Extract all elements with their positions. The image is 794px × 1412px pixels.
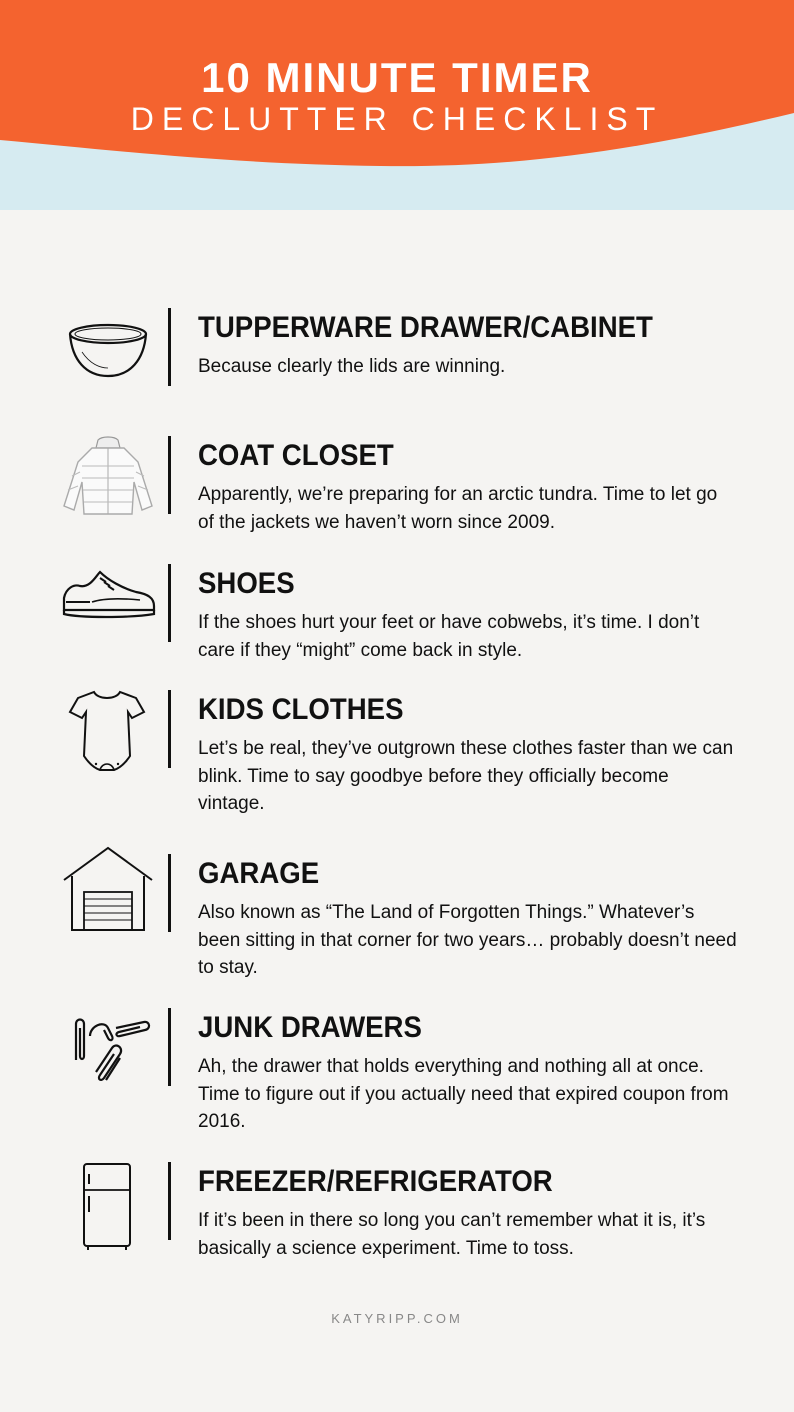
divider-bar bbox=[168, 436, 171, 514]
divider-bar bbox=[168, 1008, 171, 1086]
garage-icon bbox=[60, 842, 156, 938]
item-title: SHOES bbox=[198, 567, 295, 600]
item-title: FREEZER/REFRIGERATOR bbox=[198, 1165, 553, 1198]
item-description: Because clearly the lids are winning. bbox=[198, 356, 506, 377]
page-title: 10 MINUTE TIMER bbox=[201, 54, 593, 101]
item-title: JUNK DRAWERS bbox=[198, 1011, 422, 1044]
item-description: Ah, the drawer that holds everything and nothing all at once. Time to figure out if you actually need that expired coupon from 2016. bbox=[198, 1056, 729, 1132]
item-title: TUPPERWARE DRAWER/CABINET bbox=[198, 311, 653, 344]
puffer-jacket-icon bbox=[60, 432, 156, 528]
item-title: COAT CLOSET bbox=[198, 439, 394, 472]
refrigerator-icon bbox=[60, 1162, 156, 1258]
item-title: GARAGE bbox=[198, 857, 320, 890]
item-description: Let’s be real, they’ve outgrown these clothes faster than we can blink. Time to say goodbye before they officially become vintage. bbox=[198, 738, 734, 814]
divider-bar bbox=[168, 564, 171, 642]
page-subtitle: DECLUTTER CHECKLIST bbox=[130, 101, 664, 137]
sneaker-icon bbox=[60, 558, 156, 654]
footer-website: KATYRIPP.COM bbox=[331, 1311, 463, 1326]
divider-bar bbox=[168, 1162, 171, 1240]
divider-bar bbox=[168, 308, 171, 386]
item-description: Also known as “The Land of Forgotten Things.” Whatever’s been sitting in that corner for two years… probably doesn’t need to stay. bbox=[198, 902, 737, 978]
item-description: If the shoes hurt your feet or have cobwebs, it’s time. I don’t care if they “might” come back in style. bbox=[198, 612, 700, 661]
paperclips-icon bbox=[60, 1006, 156, 1102]
divider-bar bbox=[168, 690, 171, 768]
item-title: KIDS CLOTHES bbox=[198, 693, 404, 726]
bowl-icon bbox=[60, 312, 156, 408]
divider-bar bbox=[168, 854, 171, 932]
item-description: If it’s been in there so long you can’t remember what it is, it’s basically a science experiment. Time to toss. bbox=[198, 1210, 706, 1259]
item-description: Apparently, we’re preparing for an arctic tundra. Time to let go of the jackets we haven’t worn since 2009. bbox=[198, 484, 718, 533]
baby-onesie-icon bbox=[60, 686, 156, 782]
header-banner bbox=[0, 0, 794, 210]
